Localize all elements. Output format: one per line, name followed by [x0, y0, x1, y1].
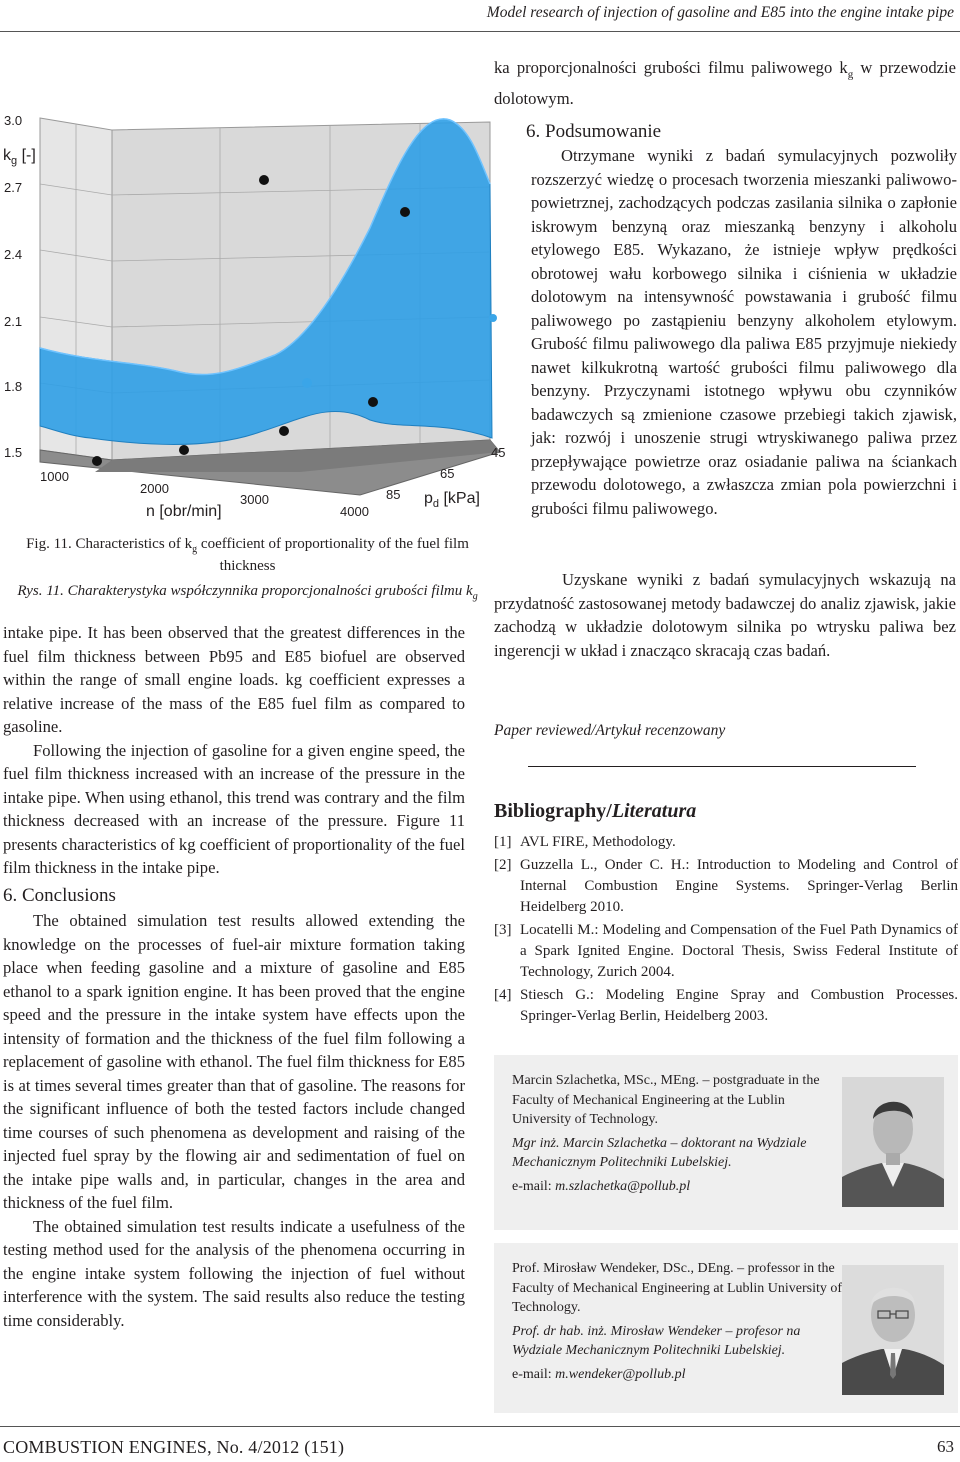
paragraph: Following the injection of gasoline for a given engine speed, the fuel film thickness increased with an increase of the pressure in the intake pipe. When using ethanol, this trend was contrary and the film thickness decreased with an increase of the pressure. Figure 11 presents characteristics of kg coefficient of proportionality of the fuel film thickness in the intake pipe.: [3, 740, 465, 877]
header-rule: [0, 31, 960, 32]
paragraph: The obtained simulation test results indicate a usefulness of the testing method used for the analysis of the phenomena occurring in the engine intake system following the injection of fuel without interference with the system. The said results also reduce the testing time considerably.: [3, 1216, 465, 1330]
paragraph: The obtained simulation test results allowed extending the knowledge on the processes of fuel-air mixture formation taking place when feeding gasoline and a mixture of gasoline and E85 ethanol to a spark ignition engine. It has been proved that the engine speed and the pressure in the intake system have effects upon the intensity of formation and the thickness of the fuel film following a replacement of gasoline with ethanol. The fuel film thickness for E85 is at times several times greater than that of gasoline. The reasons for the significant influence of both the tested factors include changed time courses of such phenomena as development and raising of the injected fuel spray by the flowing air and sedimentation of fuel on the intake pipe walls and, in particular, changes in the area and thickness of the fuel film.: [3, 911, 465, 1212]
author-bio-en: Prof. Mirosław Wendeker, DSc., DEng. – professor in the Faculty of Mechanical Engineering at Lublin University of Technology.: [512, 1261, 843, 1315]
author-photo: [842, 1265, 944, 1395]
running-head: Model research of injection of gasoline and E85 into the engine intake pipe: [486, 4, 954, 21]
author-box: [494, 1243, 958, 1413]
left-column: [3, 621, 465, 1332]
right-column-main: [531, 144, 957, 520]
p-tick: 65: [440, 466, 455, 481]
paragraph: Otrzymane wyniki z badań symulacyjnych pozwoliły rozszerzyć wiedzę o procesach tworzenia mieszanki paliwowo-powietrznej, zachodzących podczas zasilania silnika o zapłonie iskrowym benzyną oraz mieszanką benzyny i alkoholu etylowego E85. Wykazano, że istnieje wpływ prędkości obrotowej wału korbowego silnika i ciśnienia w układzie dolotowym na intensywność powstawania i grubość filmu paliwowego po zastąpieniu benzyny alkoholem etylowym. Grubość filmu paliwowego dla paliwa E85 przyjmuje niekiedy nawet kilkukrotną wartość grubości filmu paliwowego dla benzyny. Przyczynami istotnego wpływu obu czynników badawczych są zmienione czasowe przebiegi takich zjawisk, jak: rozwój i unoszenie strugi wtryskiwanego paliwa przez przepływające powietrze oraz osiadanie paliwa na ściankach przewodu dolotowego, a zwłaszcza zmian pola powierzchni i grubości filmu paliwowego.: [531, 146, 957, 518]
bib-item: [1] AVL FIRE, Methodology.: [494, 834, 676, 850]
figure-caption-pl: Rys. 11. Charakterystyka współczynnika proporcjonalności grubości filmu $k_g$: [17, 583, 478, 602]
figure-caption-en: Fig. 11. Characteristics of $k_g$ coefficient of proportionality of the fuel film thickness: [26, 536, 469, 574]
y-tick: 2.7: [4, 180, 23, 195]
section-heading: 6. Podsumowanie: [526, 121, 662, 143]
n-tick: 2000: [140, 481, 169, 496]
author-email: e-mail: m.szlachetka@pollub.pl: [512, 1178, 691, 1194]
email-link[interactable]: m.szlachetka@pollub.pl: [555, 1178, 691, 1194]
bibliography-title: Bibliography/Literatura: [494, 800, 697, 822]
email-link[interactable]: m.wendeker@pollub.pl: [555, 1366, 686, 1382]
right-column-conclusion: [494, 568, 956, 662]
page-number: 63: [937, 1437, 954, 1456]
bib-item: [4] Stiesch G.: Modeling Engine Spray and Combustion Processes. Springer-Verlag Berlin, Heidelberg 2003.: [494, 987, 958, 1024]
author-photo: [842, 1077, 944, 1207]
y-tick: 1.5: [4, 445, 23, 460]
paragraph: intake pipe. It has been observed that the greatest differences in the fuel film thickness between Pb95 and E85 biofuel are observed within the range of small engine loads. kg coefficient expresses a relative increase of the mass of the E85 fuel film as compared to gasoline.: [3, 623, 465, 736]
paragraph: Uzyskane wyniki z badań symulacyjnych wskazują na przydatność zastosowanej metody badawczej do analiz zjawisk, jakie zachodzą w układzie dolotowym silnika po wtrysku paliwa bez ingerencji w układ i znacząco skracają czas badań.: [494, 570, 956, 660]
author-email: e-mail: m.wendeker@pollub.pl: [512, 1366, 686, 1382]
figure-11-surface-plot: [0, 100, 520, 540]
section-heading: 6. Conclusions: [3, 884, 116, 906]
y-tick: 1.8: [4, 379, 23, 394]
n-tick: 1000: [40, 469, 69, 484]
bibliography-list: [494, 832, 958, 1029]
y-tick: 2.4: [4, 247, 23, 262]
paragraph: ka proporcjonalności grubości filmu paliwowego $k_g$ w przewodzie dolotowym.: [494, 58, 956, 108]
journal-footer: COMBUSTION ENGINES, No. 4/2012 (151): [3, 1437, 345, 1457]
author-bio-pl: Mgr inż. Marcin Szlachetka – doktorant na Wydziale Mechanicznym Politechniki Lubelskiej.: [512, 1135, 807, 1170]
author-bio-en: Marcin Szlachetka, MSc., MEng. – postgraduate in the Faculty of Mechanical Engineering at the Lublin University of Technology.: [512, 1073, 820, 1127]
p-tick: 85: [386, 487, 401, 502]
y-axis-label: $k_g$ [-]: [3, 147, 36, 167]
n-tick: 4000: [340, 504, 369, 519]
author-bio-pl: Prof. dr hab. inż. Mirosław Wendeker – profesor na Wydziale Mechanicznym Politechniki Lubelskiej.: [512, 1323, 801, 1358]
surface-plot-svg: [0, 100, 520, 540]
footer-rule: [0, 1426, 960, 1427]
author-box: [494, 1055, 958, 1230]
bib-item: [3] Locatelli M.: Modeling and Compensation of the Fuel Path Dynamics of a Spark Ignited Engine. Doctoral Thesis, Swiss Federal Institute of Technology, Zurich 2004.: [494, 922, 958, 980]
n-axis-label: n [obr/min]: [146, 503, 222, 520]
y-tick: 2.1: [4, 314, 23, 329]
divider: [528, 766, 916, 767]
p-axis-label: $p_d$ [kPa]: [424, 490, 480, 510]
review-note: Paper reviewed/Artykuł recenzowany: [494, 722, 726, 739]
right-column-top: [494, 56, 956, 146]
n-tick: 3000: [240, 492, 269, 507]
y-tick: 3.0: [4, 113, 23, 128]
bib-item: [2] Guzzella L., Onder C. H.: Introduction to Modeling and Control of Internal Combustion Engine Systems. Springer-Verlag Berlin Heidelberg 2010.: [494, 857, 958, 915]
p-tick: 45: [491, 445, 506, 460]
